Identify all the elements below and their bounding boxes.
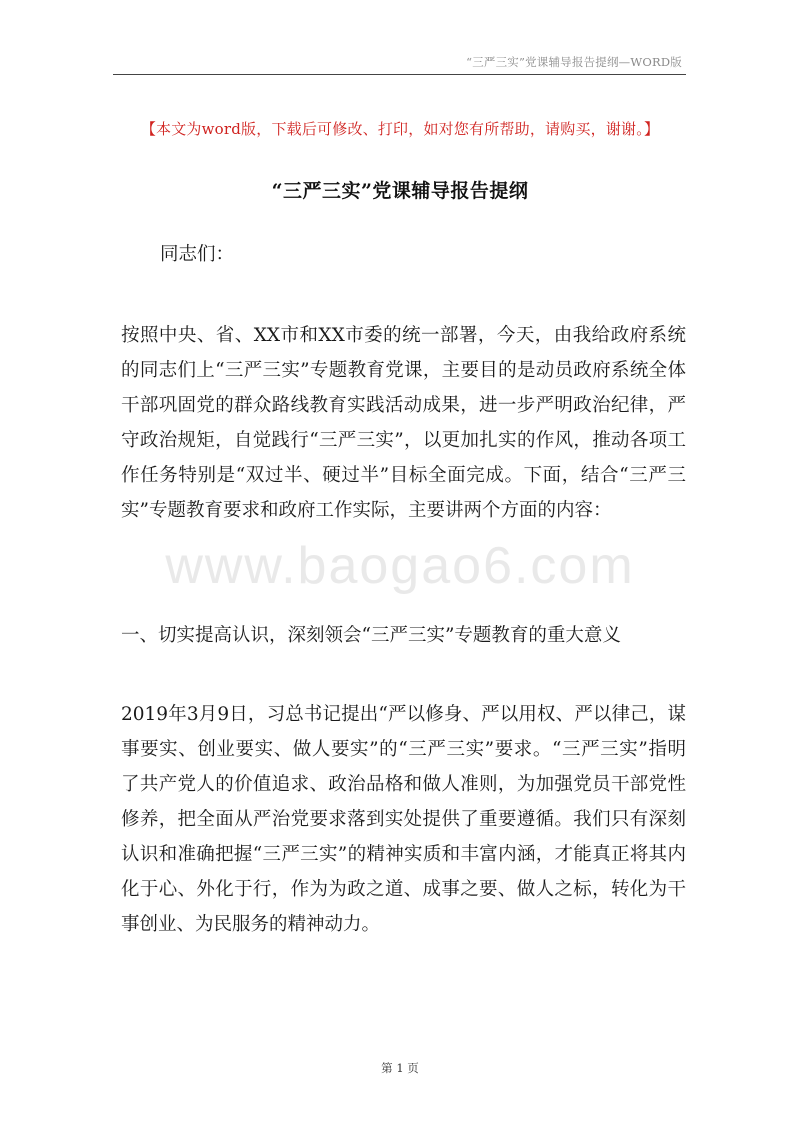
section-heading-1: 一、切实提高认识，深刻领会“三严三实”专题教育的重大意义 xyxy=(121,625,621,646)
paragraph-section-1: 2019年3月9日，习总书记提出“严以修身、严以用权、严以律己，谋事要实、创业要实、做人要实”的“三严三实”要求。“三严三实”指明了共产党人的价值追求、政治品格和做人准则，为加强党员干部党性修养，把全面从严治党要求落到实处提供了重要遵循。我们只有深刻认识和准确把握“三严三实”的精神实质和丰富内涵，才能真正将其内化于心、外化于行，作为为政之道、成事之要、做人之标，转化为干事创业、为民服务的精神动力。 xyxy=(121,704,686,935)
page-number: 第 1 页 xyxy=(381,1061,419,1075)
running-header: “三严三实”党课辅导报告提纲—WORD版 xyxy=(466,55,682,69)
document-title: “三严三实”党课辅导报告提纲 xyxy=(271,180,529,202)
salutation: 同志们： xyxy=(160,244,235,265)
paragraph-introduction: 按照中央、省、XX市和XX市委的统一部署，今天，由我给政府系统的同志们上“三严三实”专题教育党课，主要目的是动员政府系统全体干部巩固党的群众路线教育实践活动成果，进一步严明政治纪律，严守政治规矩，自觉践行“三严三实”，以更加扎实的作风，推动各项工作任务特别是“双过半、硬过半”目标全面完成。下面，结合“三严三实”专题教育要求和政府工作实际，主要讲两个方面的内容： xyxy=(121,325,686,521)
purchase-notice: 【本文为word版，下载后可修改、打印，如对您有所帮助，请购买，谢谢。】 xyxy=(140,120,660,138)
watermark: www.baogao6.com xyxy=(165,537,635,595)
header-divider xyxy=(113,74,686,75)
